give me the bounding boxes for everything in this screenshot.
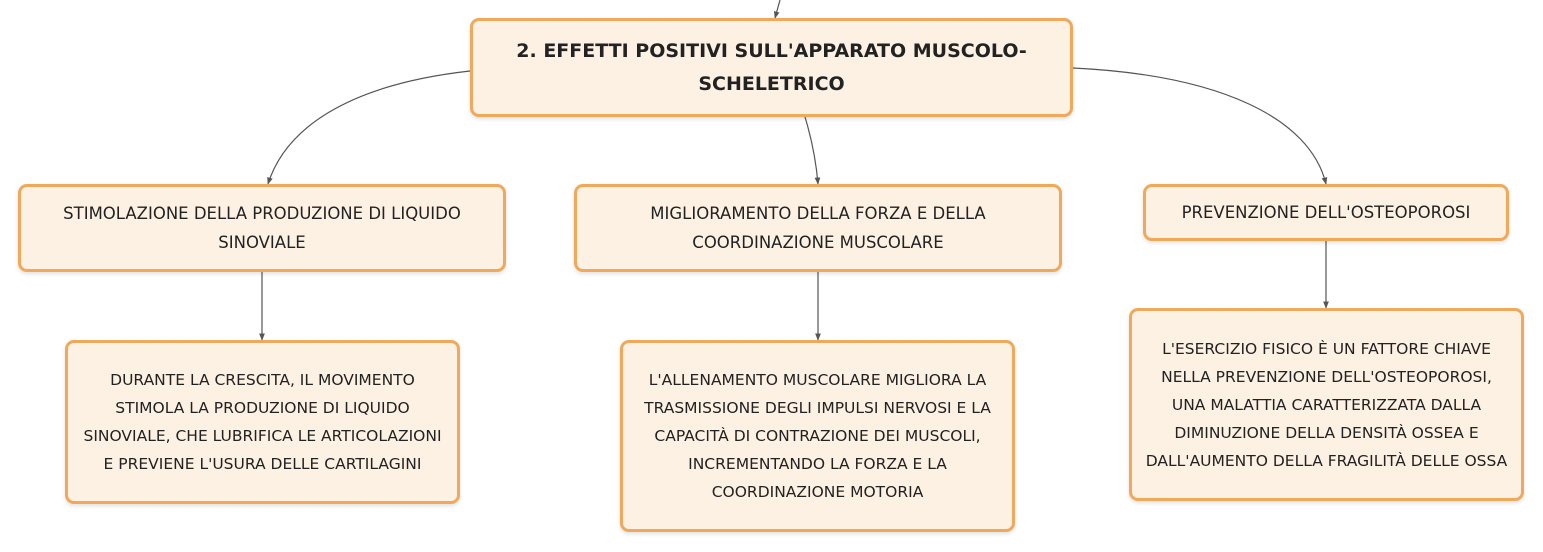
connector-from-parent [775,0,780,18]
detail-node-text: DURANTE LA CRESCITA, IL MOVIMENTO STIMOLA LA PRODUZIONE DI LIQUIDO SINOVIALE, CHE LUBRIFICA LE ARTICOLAZIONI E PREVIENE L'USURA DELLE CARTILAGINI [83,371,442,473]
topic-node-prevenzione[interactable] [1143,184,1509,241]
detail-node-text: L'ESERCIZIO FISICO È UN FATTORE CHIAVE NELLA PREVENZIONE DELL'OSTEOPOROSI, UNA MALATTIA CARATTERIZZATA DALLA DIMINUZIONE DELLA DENSITÀ OSSEA E DALL'AUMENTO DELLA FRAGILITÀ DELLE OSSA [1145,339,1508,470]
topic-node-miglioramento[interactable] [574,184,1062,272]
topic-node-label: MIGLIORAMENTO DELLA FORZA E DELLA COORDINAZIONE MUSCOLARE [650,204,986,252]
detail-node-prevenzione[interactable] [1129,308,1524,501]
detail-node-text: L'ALLENAMENTO MUSCOLARE MIGLIORA LA TRASMISSIONE DEGLI IMPULSI NERVOSI E LA CAPACITÀ DI CONTRAZIONE DEI MUSCOLI, INCREMENTANDO LA FORZA E LA COORDINAZIONE MOTORIA [644,371,991,501]
connector-root-to-prevenzione [1073,68,1326,184]
connector-root-to-miglioramento [805,117,818,184]
root-node-label: 2. EFFETTI POSITIVI SULL'APPARATO MUSCOLO-SCHELETRICO [516,39,1027,95]
topic-node-label: STIMOLAZIONE DELLA PRODUZIONE DI LIQUIDO SINOVIALE [63,204,461,252]
connector-root-to-stimolazione [268,71,470,184]
detail-node-miglioramento[interactable] [620,340,1015,532]
root-node[interactable] [470,18,1073,117]
topic-node-stimolazione[interactable] [18,184,506,272]
topic-node-label: PREVENZIONE DELL'OSTEOPOROSI [1181,203,1471,222]
detail-node-stimolazione[interactable] [65,340,460,504]
